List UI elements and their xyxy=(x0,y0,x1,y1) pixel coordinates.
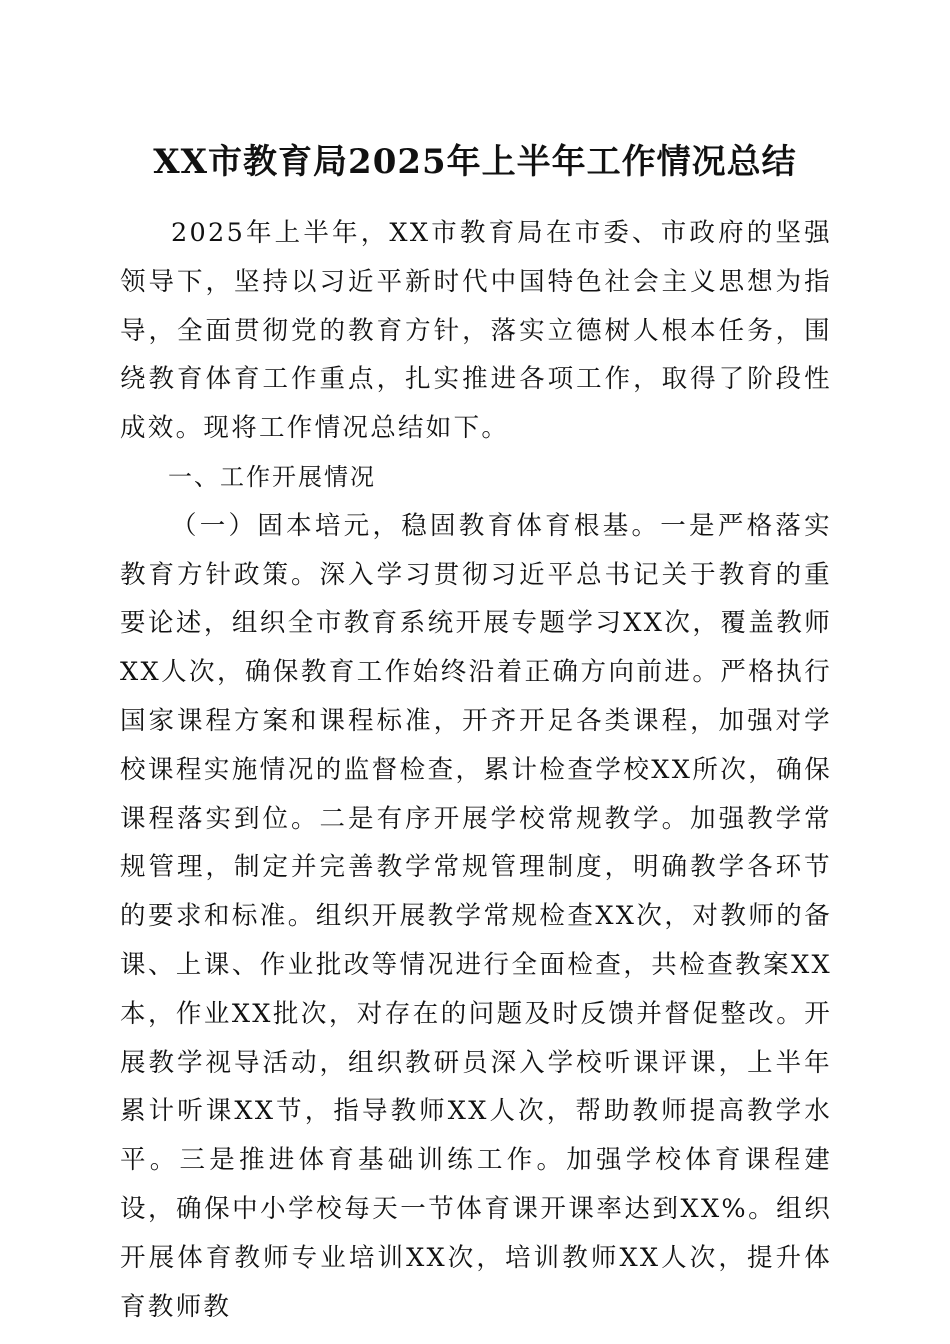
document-body xyxy=(120,209,832,1331)
subsection-paragraph xyxy=(120,502,832,1332)
subsection-lead: （一）固本培元，稳固教育体育根基。 xyxy=(171,510,661,541)
document-title: XX市教育局2025年上半年工作情况总结 xyxy=(153,142,797,182)
intro-paragraph: 2025年上半年，XX市教育局在市委、市政府的坚强领导下，坚持以习近平新时代中国特色社会主义思想为指导，全面贯彻党的教育方针，落实立德树人根本任务，围绕教育体育工作重点，扎实推进各项工作，取得了阶段性成效。现将工作情况总结如下。 xyxy=(120,218,832,444)
section-heading: 一、工作开展情况 xyxy=(168,462,376,491)
subsection-body: 一是严格落实教育方针政策。深入学习贯彻习近平总书记关于教育的重要论述，组织全市教育系统开展专题学习XX次，覆盖教师XX人次，确保教育工作始终沿着正确方向前进。严格执行国家课程方案和课程标准，开齐开足各类课程，加强对学校课程实施情况的监督检查，累计检查学校XX所次，确保课程落实到位。二是有序开展学校常规教学。加强教学常规管理，制定并完善教学常规管理制度，明确教学各环节的要求和标准。组织开展教学常规检查XX次，对教师的备课、上课、作业批改等情况进行全面检查，共检查教案XX本，作业XX批次，对存在的问题及时反馈并督促整改。开展教学视导活动，组织教研员深入学校听课评课，上半年累计听课XX节，指导教师XX人次，帮助教师提高教学水平。三是推进体育基础训练工作。加强学校体育课程建设，确保中小学校每天一节体育课开课率达到XX%。组织开展体育教师专业培训XX次，培训教师XX人次，提升体育教师教 xyxy=(120,510,832,1322)
